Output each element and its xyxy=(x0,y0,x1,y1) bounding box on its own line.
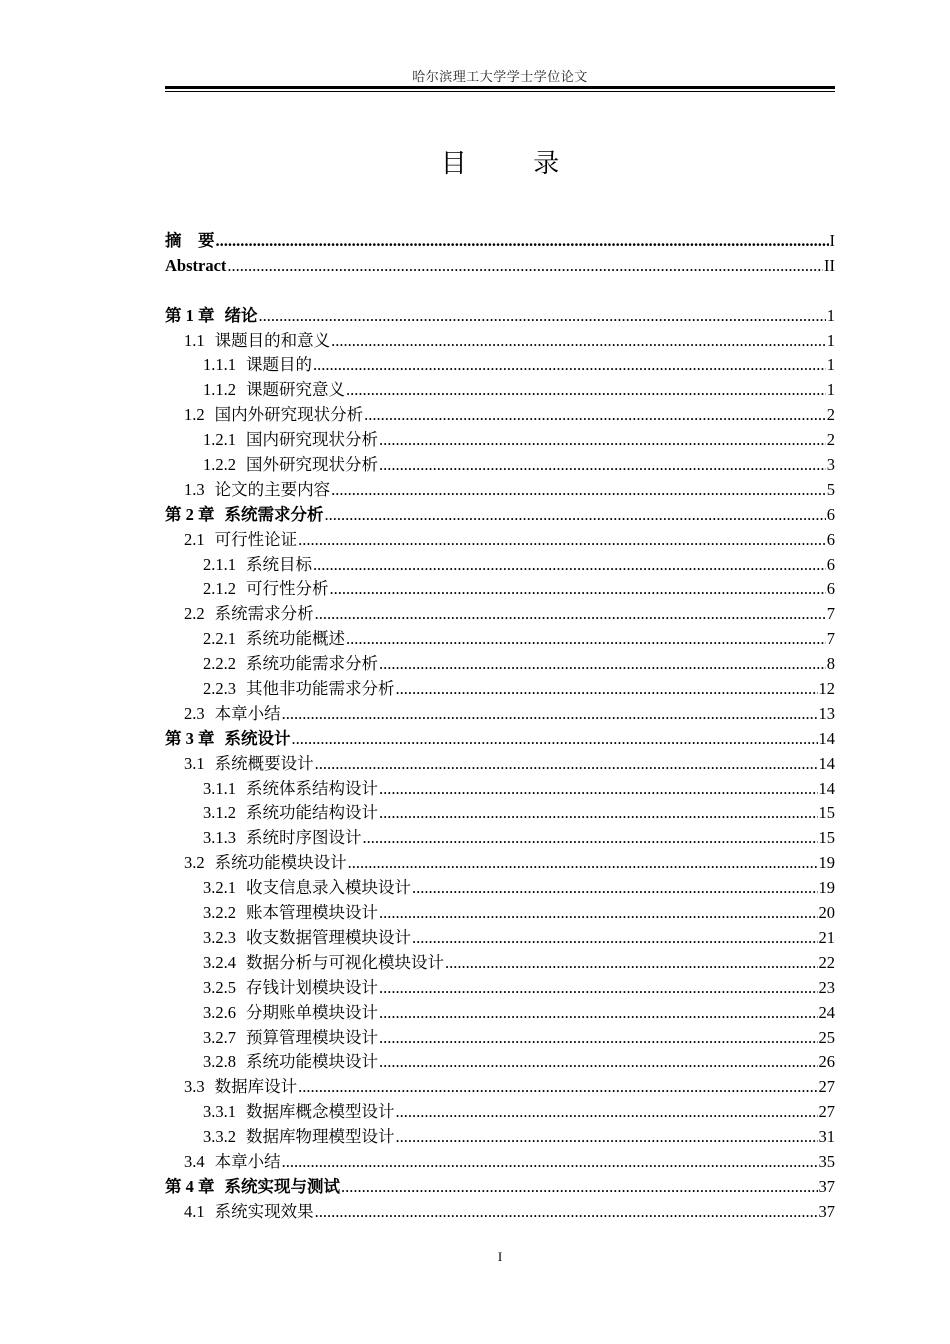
toc-section-entry[interactable] xyxy=(165,352,835,377)
leader-dots xyxy=(363,827,818,849)
toc-entry-title: 系统需求分析 xyxy=(224,504,324,524)
toc-section-entry[interactable] xyxy=(165,1073,835,1098)
toc-section-entry[interactable] xyxy=(165,1049,835,1074)
toc-entry-page: 2 xyxy=(826,430,835,450)
leader-dots xyxy=(282,703,818,725)
toc-section-entry[interactable] xyxy=(165,824,835,849)
toc-entry-title: 国内外研究现状分析 xyxy=(214,405,364,425)
leader-dots xyxy=(445,952,818,974)
toc-entry-number: 3.2.2 xyxy=(203,903,236,923)
leader-dots xyxy=(298,529,826,551)
leader-dots xyxy=(331,330,826,352)
toc-entry-number: 3.3.1 xyxy=(203,1102,236,1122)
toc-entry-title: 数据库概念模型设计 xyxy=(246,1102,395,1122)
leader-dots xyxy=(315,603,826,625)
leader-dots xyxy=(412,877,818,899)
toc-entry-number: 3.3 xyxy=(184,1077,205,1097)
leader-dots xyxy=(379,1051,818,1073)
toc-entry-page: 1 xyxy=(826,380,835,400)
toc-entry-title: 摘 要 xyxy=(165,230,215,250)
toc-entry-number: 1.1 xyxy=(184,330,205,350)
toc-entry-number: 3.2.1 xyxy=(203,878,236,898)
toc-entry-number: 3.2.8 xyxy=(203,1052,236,1072)
leader-dots xyxy=(379,454,826,476)
toc-section-entry[interactable] xyxy=(165,999,835,1024)
leader-dots xyxy=(315,753,818,775)
toc-entry-page: 1 xyxy=(826,355,835,375)
leader-dots xyxy=(379,902,818,924)
toc-entry-title: 课题研究意义 xyxy=(246,380,345,400)
toc-entry-title: 系统实现效果 xyxy=(214,1201,314,1221)
toc-entries xyxy=(165,302,835,1223)
toc-entry-page: 5 xyxy=(826,479,835,499)
toc-entry-title: 系统体系结构设计 xyxy=(246,778,378,798)
toc-entry-page: 35 xyxy=(818,1151,835,1171)
toc-entry-page: 6 xyxy=(826,579,835,599)
leader-dots xyxy=(346,628,826,650)
toc-entry-number: 3.1 xyxy=(184,753,205,773)
toc-entry-page: 27 xyxy=(818,1077,835,1097)
toc-section-entry[interactable] xyxy=(165,1198,835,1223)
toc-entry-number: 1.3 xyxy=(184,479,205,499)
toc-entry-page: 14 xyxy=(818,778,835,798)
toc-entry-title: 其他非功能需求分析 xyxy=(246,679,395,699)
toc-section-entry[interactable] xyxy=(165,401,835,426)
toc-chapter-entry[interactable] xyxy=(165,1173,835,1198)
toc-entry-number: 3.2.4 xyxy=(203,952,236,972)
toc-entry-title: 系统功能概述 xyxy=(246,629,345,649)
toc-entry-title: 国外研究现状分析 xyxy=(246,455,378,475)
leader-dots xyxy=(379,1002,818,1024)
toc-entry-title: Abstract xyxy=(165,255,227,275)
leader-dots xyxy=(325,504,826,526)
leader-dots xyxy=(396,1126,818,1148)
toc-entry-title: 可行性论证 xyxy=(214,529,298,549)
toc-entry-page: 6 xyxy=(826,554,835,574)
toc-entry-title: 课题目的和意义 xyxy=(214,330,331,350)
toc-title: 目 录 xyxy=(440,149,590,178)
toc-entry-title: 存钱计划模块设计 xyxy=(246,977,378,997)
toc-section-entry[interactable] xyxy=(165,974,835,999)
toc-chapter-entry[interactable] xyxy=(165,725,835,750)
toc-entry-number: 1.1.1 xyxy=(203,355,236,375)
toc-entry-number: 1.2 xyxy=(184,405,205,425)
toc-entry-title: 收支信息录入模块设计 xyxy=(246,878,411,898)
toc-entry-title: 本章小结 xyxy=(214,1151,281,1171)
toc-entry-number: 2.2.3 xyxy=(203,679,236,699)
toc-entry-number: 3.2.7 xyxy=(203,1027,236,1047)
toc-entry-page: 19 xyxy=(818,853,835,873)
leader-dots xyxy=(348,852,818,874)
toc-entry-number: 3.1.2 xyxy=(203,803,236,823)
toc-entry-title: 数据库物理模型设计 xyxy=(246,1127,395,1147)
leader-dots xyxy=(379,429,826,451)
toc-entry-title: 系统实现与测试 xyxy=(224,1176,340,1196)
leader-dots xyxy=(412,927,818,949)
toc-entry-title: 系统功能模块设计 xyxy=(214,853,347,873)
toc-entry-page: 25 xyxy=(818,1027,835,1047)
toc-section-entry[interactable] xyxy=(165,1123,835,1148)
toc-section-entry[interactable] xyxy=(165,924,835,949)
toc-entry-number: 2.2.1 xyxy=(203,629,236,649)
toc-entry-title: 收支数据管理模块设计 xyxy=(246,927,411,947)
toc-entry-number: 1.2.1 xyxy=(203,430,236,450)
leader-dots xyxy=(379,802,818,824)
leader-dots xyxy=(298,1076,817,1098)
leader-dots xyxy=(331,479,826,501)
toc-entry-page: 20 xyxy=(818,903,835,923)
toc-section-entry[interactable] xyxy=(165,675,835,700)
leader-dots xyxy=(259,305,826,327)
toc-entry-number: 第 3 章 xyxy=(165,728,215,748)
toc-entry-page: 7 xyxy=(826,629,835,649)
toc-entry-title: 系统概要设计 xyxy=(214,753,314,773)
toc-entry-page: 26 xyxy=(818,1052,835,1072)
leader-dots xyxy=(292,728,818,750)
toc-entry-page: 12 xyxy=(818,679,835,699)
toc-entry-number: 3.1.1 xyxy=(203,778,236,798)
toc-entry-page: II xyxy=(824,255,835,275)
toc-entry-page: 15 xyxy=(818,828,835,848)
toc-entry-number: 2.2 xyxy=(184,604,205,624)
header-rule-thick xyxy=(165,86,835,89)
toc-section-entry[interactable] xyxy=(165,426,835,451)
toc-entry-number: 3.1.3 xyxy=(203,828,236,848)
toc-entry-number: 3.3.2 xyxy=(203,1127,236,1147)
toc-entry-page: 2 xyxy=(826,405,835,425)
toc-entry-title: 分期账单模块设计 xyxy=(246,1002,378,1022)
toc-section-entry[interactable] xyxy=(165,800,835,825)
toc-section-entry[interactable] xyxy=(165,775,835,800)
toc-section-entry[interactable] xyxy=(165,750,835,775)
toc-entry-title: 系统时序图设计 xyxy=(246,828,362,848)
toc-entry-number: 1.1.2 xyxy=(203,380,236,400)
toc-entry-number: 第 2 章 xyxy=(165,504,215,524)
toc-entry-page: 15 xyxy=(818,803,835,823)
toc-chapter-entry[interactable] xyxy=(165,501,835,526)
toc-entry-number: 4.1 xyxy=(184,1201,205,1221)
toc-section-entry[interactable] xyxy=(165,376,835,401)
toc-entry-page: 8 xyxy=(826,654,835,674)
toc-entry-page: 37 xyxy=(818,1201,835,1221)
toc-section-entry[interactable] xyxy=(165,1024,835,1049)
toc-entry-number: 3.2 xyxy=(184,853,205,873)
toc-entry-title: 系统目标 xyxy=(246,554,312,574)
leader-dots xyxy=(396,678,818,700)
toc-entry-title: 论文的主要内容 xyxy=(214,479,331,499)
toc-entry-title: 系统功能结构设计 xyxy=(246,803,378,823)
toc-entry-page: 19 xyxy=(818,878,835,898)
leader-dots xyxy=(364,404,826,426)
toc-section-entry[interactable] xyxy=(165,874,835,899)
leader-dots xyxy=(313,554,826,576)
leader-dots xyxy=(379,778,818,800)
toc-section-entry[interactable] xyxy=(165,451,835,476)
toc-entry-number: 2.1.1 xyxy=(203,554,236,574)
toc-entry-page: 6 xyxy=(826,529,835,549)
toc-entry-page: I xyxy=(829,230,835,250)
leader-dots xyxy=(379,1027,818,1049)
toc-entry-number: 第 1 章 xyxy=(165,305,215,325)
toc-entry-number: 1.2.2 xyxy=(203,455,236,475)
toc-entry-title: 系统功能需求分析 xyxy=(246,654,378,674)
toc-chapter-entry[interactable] xyxy=(165,302,835,327)
toc-entry-title: 数据库设计 xyxy=(214,1077,298,1097)
toc-entry-page: 13 xyxy=(818,703,835,723)
toc-entry-title: 预算管理模块设计 xyxy=(246,1027,378,1047)
toc-section-entry[interactable] xyxy=(165,849,835,874)
toc-entry-title: 绪论 xyxy=(224,305,258,325)
toc-spacer xyxy=(165,277,835,302)
toc-section-entry[interactable] xyxy=(165,650,835,675)
toc-section-entry[interactable] xyxy=(165,327,835,352)
toc-section-entry[interactable] xyxy=(165,1148,835,1173)
toc-entry-page: 1 xyxy=(826,305,835,325)
toc-section-entry[interactable] xyxy=(165,551,835,576)
toc-entry-title: 本章小结 xyxy=(214,703,281,723)
toc-entry-page: 3 xyxy=(826,455,835,475)
toc-entry-title: 账本管理模块设计 xyxy=(246,903,378,923)
page-number: I xyxy=(497,1249,503,1264)
toc-entry-page: 1 xyxy=(826,330,835,350)
toc-entry-title: 课题目的 xyxy=(246,355,312,375)
leader-dots xyxy=(379,977,818,999)
toc-entry-page: 22 xyxy=(818,952,835,972)
leader-dots xyxy=(227,255,823,277)
running-header: 哈尔滨理工大学学士学位论文 xyxy=(412,69,588,84)
toc-entry-page: 31 xyxy=(818,1127,835,1147)
leader-dots xyxy=(396,1101,818,1123)
toc-entry-abstract-cn[interactable] xyxy=(165,227,835,252)
toc-entry-title: 可行性分析 xyxy=(246,579,329,599)
toc-entry-title: 数据分析与可视化模块设计 xyxy=(246,952,444,972)
leader-dots xyxy=(341,1176,818,1198)
toc-entry-page: 24 xyxy=(818,1002,835,1022)
toc-entry-number: 3.4 xyxy=(184,1151,205,1171)
toc-entry-number: 3.2.5 xyxy=(203,977,236,997)
toc-entry-page: 14 xyxy=(818,753,835,773)
toc-section-entry[interactable] xyxy=(165,949,835,974)
leader-dots xyxy=(313,354,826,376)
toc-section-entry[interactable] xyxy=(165,576,835,601)
toc-entry-page: 7 xyxy=(826,604,835,624)
toc-entry-title: 系统需求分析 xyxy=(214,604,314,624)
leader-dots xyxy=(379,653,826,675)
leader-dots xyxy=(330,578,826,600)
leader-dots xyxy=(282,1151,818,1173)
toc-section-entry[interactable] xyxy=(165,700,835,725)
toc-entry-title: 国内研究现状分析 xyxy=(246,430,378,450)
toc-entry-title: 系统功能模块设计 xyxy=(246,1052,378,1072)
toc-entry-number: 3.2.6 xyxy=(203,1002,236,1022)
header-rule-thin xyxy=(165,91,835,92)
toc-entry-title: 系统设计 xyxy=(224,728,291,748)
toc-entry-number: 2.2.2 xyxy=(203,654,236,674)
toc-entry-number: 2.1 xyxy=(184,529,205,549)
leader-dots xyxy=(315,1201,818,1223)
toc-entry-page: 23 xyxy=(818,977,835,997)
toc-section-entry[interactable] xyxy=(165,899,835,924)
toc-section-entry[interactable] xyxy=(165,526,835,551)
toc-section-entry[interactable] xyxy=(165,625,835,650)
toc-entry-number: 第 4 章 xyxy=(165,1176,215,1196)
leader-dots xyxy=(216,230,829,252)
table-of-contents xyxy=(165,227,835,1223)
toc-entry-page: 14 xyxy=(818,728,835,748)
toc-section-entry[interactable] xyxy=(165,476,835,501)
toc-entry-page: 37 xyxy=(818,1176,835,1196)
toc-section-entry[interactable] xyxy=(165,600,835,625)
toc-entry-number: 2.1.2 xyxy=(203,579,236,599)
toc-section-entry[interactable] xyxy=(165,1098,835,1123)
toc-entry-page: 21 xyxy=(818,927,835,947)
toc-entry-number: 3.2.3 xyxy=(203,927,236,947)
toc-entry-page: 6 xyxy=(826,504,835,524)
toc-entry-abstract-en[interactable] xyxy=(165,252,835,277)
toc-entry-number: 2.3 xyxy=(184,703,205,723)
leader-dots xyxy=(346,379,826,401)
toc-entry-page: 27 xyxy=(818,1102,835,1122)
